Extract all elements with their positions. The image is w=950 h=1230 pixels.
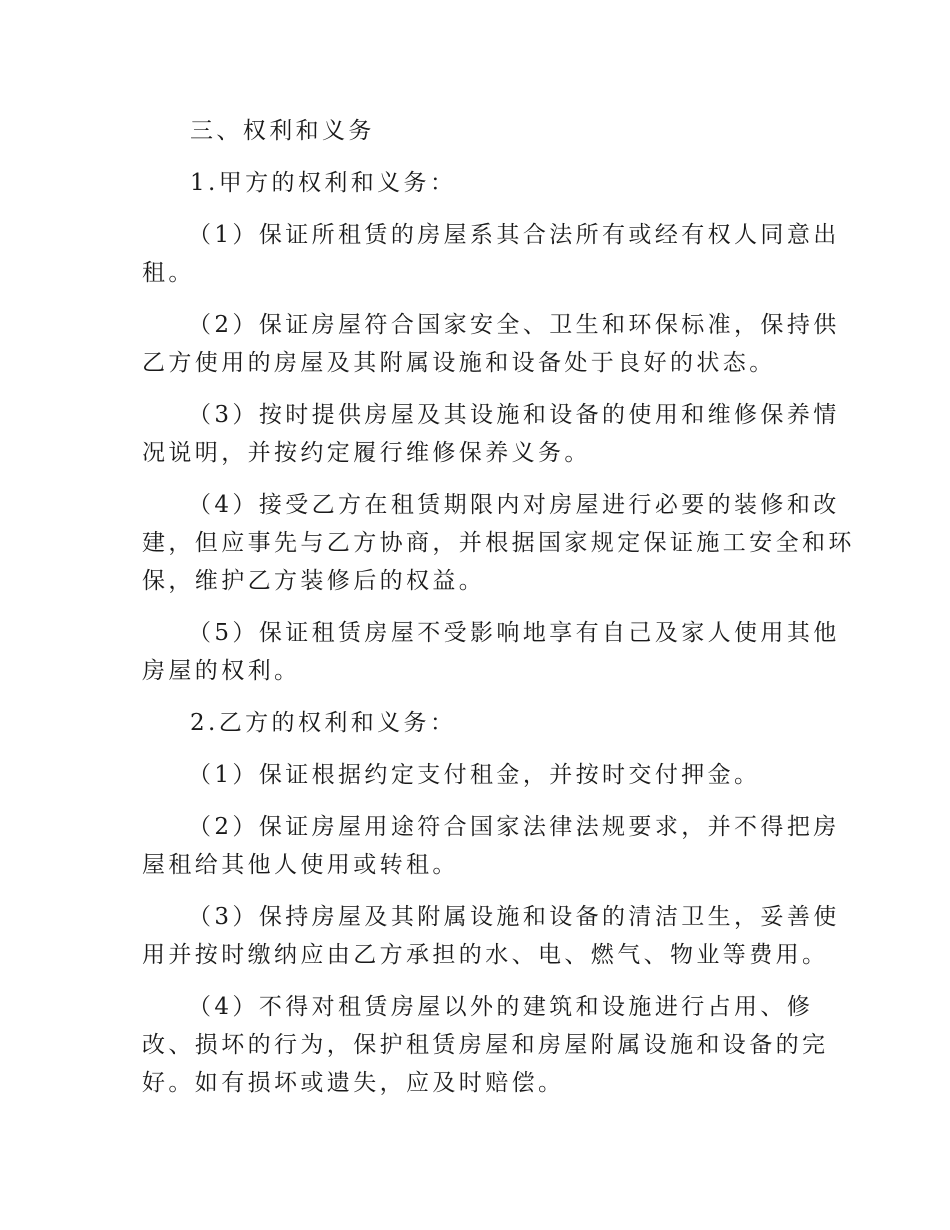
clause-line: （4）接受乙方在租赁期限内对房屋进行必要的装修和改 <box>188 492 840 518</box>
clause-line: 用并按时缴纳应由乙方承担的水、电、燃气、物业等费用。 <box>142 942 829 968</box>
clause-line: （2）保证房屋符合国家安全、卫生和环保标准，保持供 <box>188 312 840 338</box>
document-body <box>142 112 855 1116</box>
party-b-clause-4 <box>142 988 829 1102</box>
party-a-clause-5 <box>142 614 840 690</box>
party-a-heading: 1.甲方的权利和义务： <box>190 170 457 196</box>
clause-line: 屋租给其他人使用或转租。 <box>142 852 459 878</box>
clause-line: （2）保证房屋用途符合国家法律法规要求，并不得把房 <box>188 814 840 840</box>
clause-line: （1）保证根据约定支付租金，并按时交付押金。 <box>188 762 761 788</box>
party-b-heading-block <box>142 704 814 742</box>
section-heading: 三、权利和义务 <box>190 118 375 144</box>
party-b-heading: 2.乙方的权利和义务： <box>190 710 457 736</box>
party-b-clause-2 <box>142 808 840 884</box>
clause-line: 建，但应事先与乙方协商，并根据国家规定保证施工安全和环 <box>142 530 855 556</box>
clause-line: （4）不得对租赁房屋以外的建筑和设施进行占用、修 <box>188 994 814 1020</box>
party-a-clause-1 <box>142 216 840 292</box>
clause-line: （1）保证所租赁的房屋系其合法所有或经有权人同意出 <box>188 222 840 248</box>
party-a-clause-4 <box>142 486 855 600</box>
party-a-clause-2 <box>142 306 840 382</box>
clause-line: 况说明，并按约定履行维修保养义务。 <box>142 440 591 466</box>
clause-line: 改、损坏的行为，保护租赁房屋和房屋附属设施和设备的完 <box>142 1032 829 1058</box>
party-b-clause-3 <box>142 898 840 974</box>
section-heading-block <box>142 112 814 150</box>
party-b-clause-1 <box>142 756 814 794</box>
party-a-clause-3 <box>142 396 840 472</box>
clause-line: （3）按时提供房屋及其设施和设备的使用和维修保养情 <box>188 402 840 428</box>
clause-line: 乙方使用的房屋及其附属设施和设备处于良好的状态。 <box>142 350 776 376</box>
clause-line: 保，维护乙方装修后的权益。 <box>142 568 486 594</box>
clause-line: 租。 <box>142 260 195 286</box>
clause-line: 房屋的权利。 <box>142 658 301 684</box>
party-a-heading-block <box>142 164 814 202</box>
clause-line: 好。如有损坏或遗失，应及时赔偿。 <box>142 1070 565 1096</box>
clause-line: （3）保持房屋及其附属设施和设备的清洁卫生，妥善使 <box>188 904 840 930</box>
clause-line: （5）保证租赁房屋不受影响地享有自己及家人使用其他 <box>188 620 840 646</box>
